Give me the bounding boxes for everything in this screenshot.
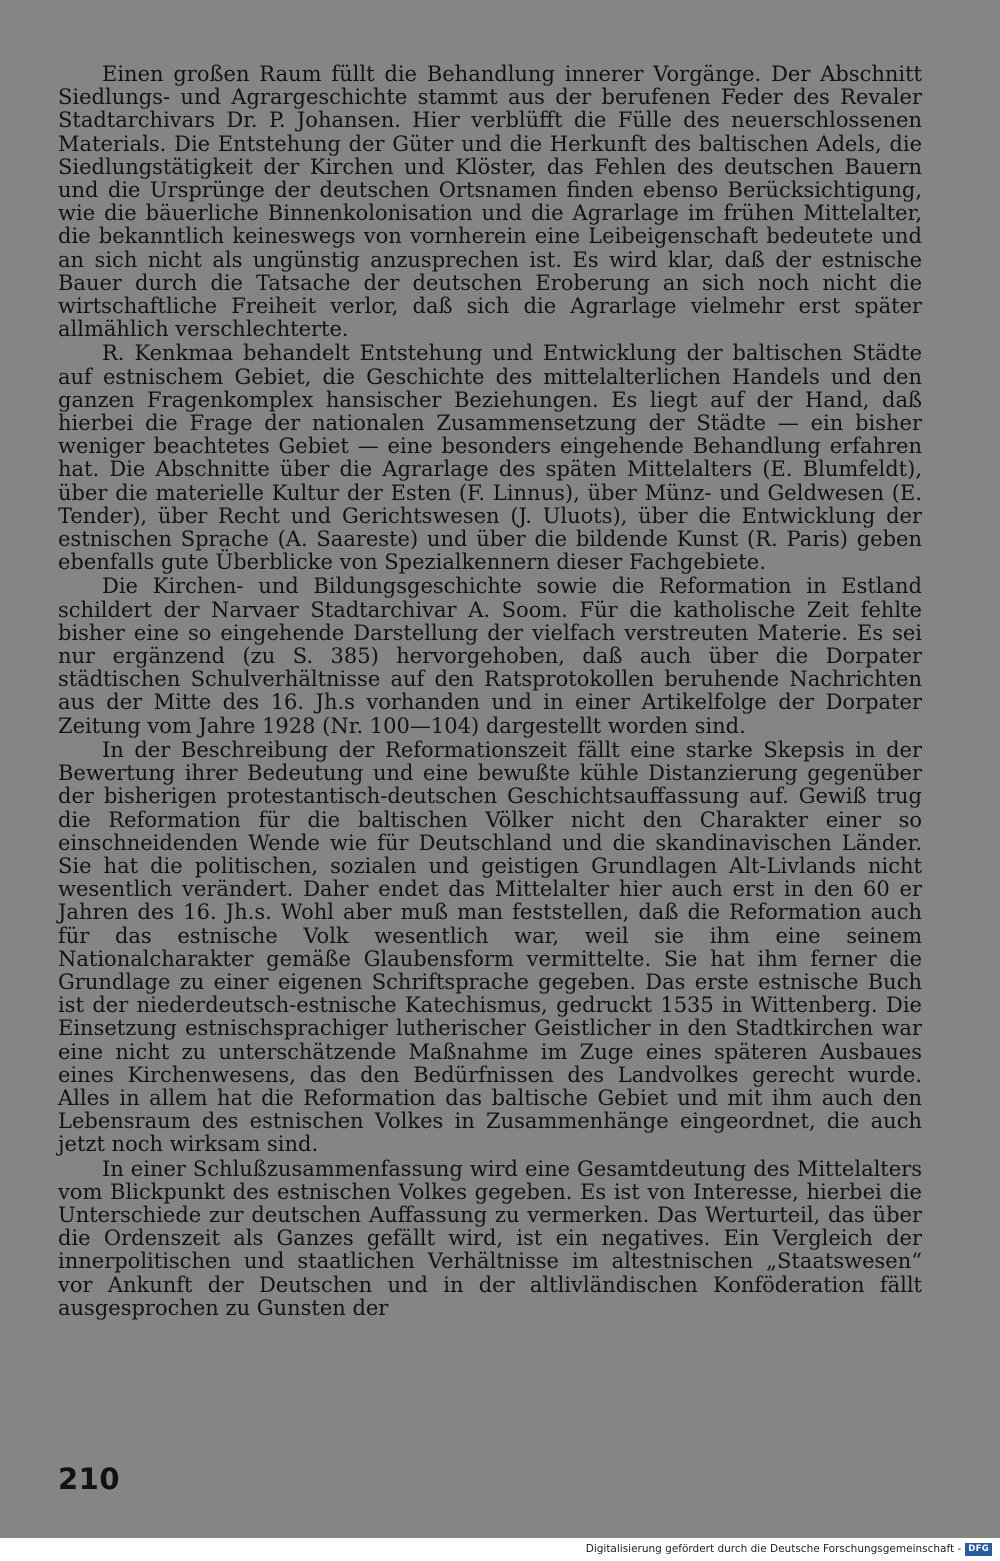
paragraph-1: Einen großen Raum füllt die Behandlung innerer Vorgänge. Der Abschnitt Siedlungs- und Agrargeschichte stammt aus der berufenen Feder des Revaler Stadtarchivars Dr. P. Johansen. Hier verblüfft die Fülle des neuerschlossenen Materials. Die Entstehung der Güter und die Herkunft des baltischen Adels, die Siedlungstätigkeit der Kirchen und Klöster, das Fehlen des deutschen Bauern und die Ursprünge der deutschen Ortsnamen finden ebenso Berücksichtigung, wie die bäuerliche Binnenkolonisation und die Agrarlage im frühen Mittelalter, die bekanntlich keineswegs von vornherein eine Leibeigenschaft bedeutete und an sich nicht als ungünstig anzusprechen ist. Es wird klar, daß der estnische Bauer durch die Tatsache der deutschen Eroberung an sich noch nicht die wirtschaftliche Freiheit verlor, daß sich die Agrarlage vielmehr erst später allmählich verschlechterte. xyxy=(58,62,922,342)
paragraph-5: In einer Schlußzusammenfassung wird eine Gesamtdeutung des Mittelalters vom Blickpunkt des estnischen Volkes gegeben. Es ist von Interesse, hierbei die Unterschiede zur deutschen Auffassung zu vermerken. Das Werturteil, das über die Ordenszeit als Ganzes gefällt wird, ist ein negatives. Ein Vergleich der innerpolitischen und staatlichen Verhältnisse im altestnischen „Staatswesen“ vor Ankunft der Deutschen und in der altlivländischen Konföderation fällt ausgesprochen zu Gunsten der xyxy=(58,1156,922,1320)
body-text xyxy=(58,63,922,1321)
dfg-logo-icon: DFG xyxy=(965,1543,992,1556)
funding-footer xyxy=(586,1540,992,1558)
funding-note: Digitalisierung gefördert durch die Deutsche Forschungsgemeinschaft - xyxy=(585,1543,962,1555)
paragraph-4: In der Beschreibung der Reformationszeit fällt eine starke Skepsis in der Bewertung ihrer Bedeutung und eine bewußte kühle Distanzierung gegenüber der bisherigen protestantisch-deutschen Geschichtsauffassung auf. Gewiß trug die Reformation für die baltischen Völker nicht den Charakter einer so einschneidenden Wende wie für Deutschland und die skandinavischen Länder. Sie hat die politischen, sozialen und geistigen Grundlagen Alt-Livlands nicht wesentlich verändert. Daher endet das Mittelalter hier auch erst in den 60 er Jahren des 16. Jh.s. Wohl aber muß man feststellen, daß die Reformation auch für das estnische Volk wesentlich war, weil sie ihm eine seinem Nationalcharakter gemäße Glaubensform vermittelte. Sie hat ihm ferner die Grundlage zu einer eigenen Schriftsprache gegeben. Das erste estnische Buch ist der niederdeutsch-estnische Katechismus, gedruckt 1535 in Wittenberg. Die Einsetzung estnischsprachiger lutherischer Geistlicher in den Stadtkirchen war eine nicht zu unterschätzende Maßnahme im Zuge eines späteren Ausbaues eines Kirchenwesens, das den Bedürfnissen des Landvolkes gerecht wurde. Alles in allem hat die Reformation das baltische Gebiet und mit ihm auch den Lebensraum des estnischen Volkes in Zusammenhänge eingeordnet, die auch jetzt noch wirksam sind. xyxy=(58,737,922,1157)
page-number: 210 xyxy=(58,1462,121,1496)
paragraph-2: R. Kenkmaa behandelt Entstehung und Entwicklung der baltischen Städte auf estnischem Gebiet, die Geschichte des mittelalterlichen Handels und den ganzen Fragenkomplex hansischer Beziehungen. Es liegt auf der Hand, daß hierbei die Frage der nationalen Zusammensetzung der Städte — ein bisher weniger beachtetes Gebiet — eine besonders eingehende Behandlung erfahren hat. Die Abschnitte über die Agrarlage des späten Mittelalters (E. Blumfeldt), über die materielle Kultur der Esten (F. Linnus), über Münz- und Geldwesen (E. Tender), über Recht und Gerichtswesen (J. Uluots), über die Entwicklung der estnischen Sprache (A. Saareste) und über die bildende Kunst (R. Paris) geben ebenfalls gute Überblicke von Spezialkennern dieser Fachgebiete. xyxy=(58,341,922,575)
paragraph-3: Die Kirchen- und Bildungsgeschichte sowie die Reformation in Estland schildert der Narvaer Stadtarchivar A. Soom. Für die katholische Zeit fehlte bisher eine so eingehende Darstellung der vielfach verstreuten Materie. Es sei nur ergänzend (zu S. 385) hervorgehoben, daß auch über die Dorpater städtischen Schulverhältnisse auf den Ratsprotokollen beruhende Nachrichten aus der Mitte des 16. Jh.s vorhanden und in einer Artikelfolge der Dorpater Zeitung vom Jahre 1928 (Nr. 100—104) dargestellt worden sind. xyxy=(58,574,922,738)
